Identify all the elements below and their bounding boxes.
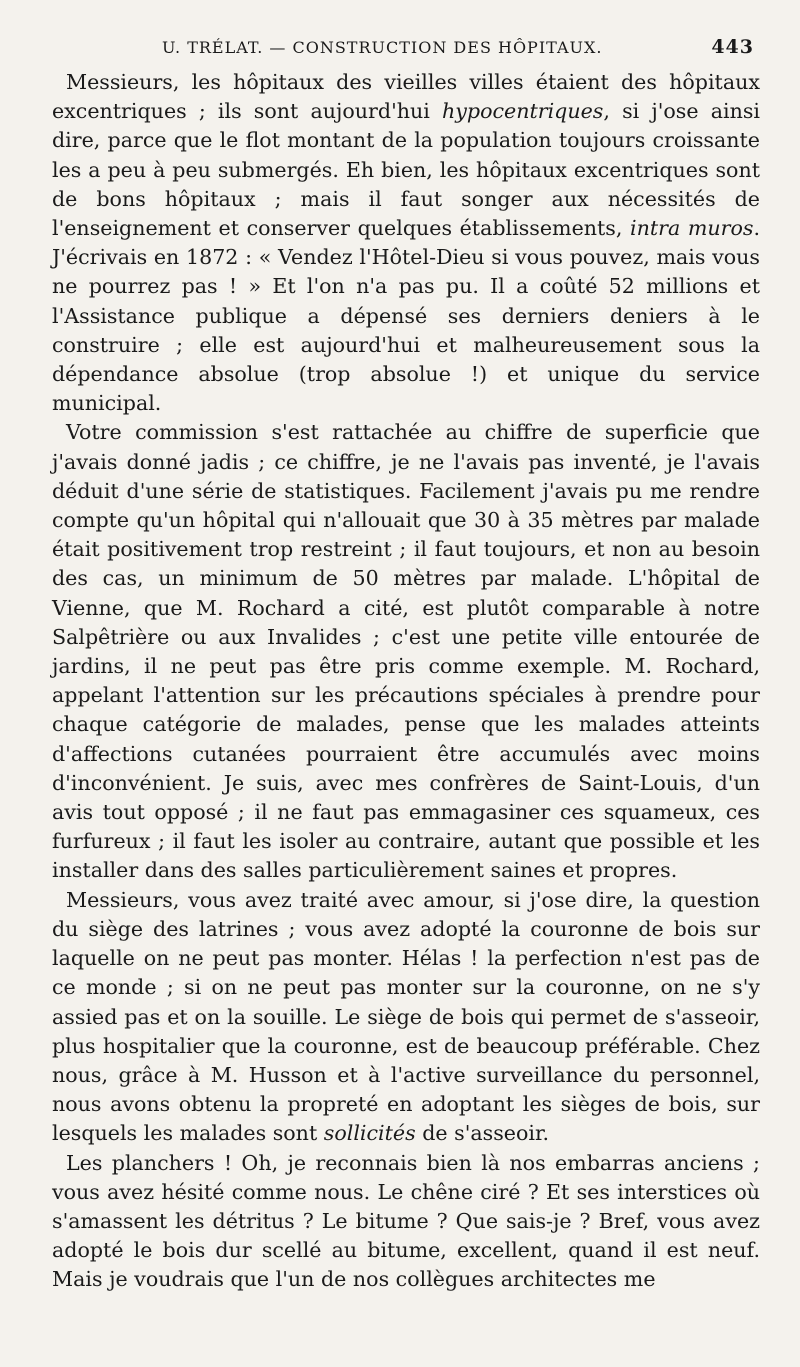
paragraph-2 (52, 418, 760, 885)
text-run: , si j'ose ainsi dire, parce que le flot montant de la population toujours croissante les a peu à peu submergés. Eh bien, les hôpitaux excentriques sont de bons hôpitaux ; mais il faut songer aux nécessités de l'enseignement et conserver quelques établissements, (52, 99, 760, 241)
text-run: Messieurs, vous avez traité avec amour, si j'ose dire, la question du siège des latrines ; vous avez adopté la couronne de bois sur laquelle on ne peut pas monter. Hélas ! la perfection n'est pas de ce monde ; si on ne peut pas monter sur la couronne, on ne s'y assied pas et on la souille. Le siège de bois qui permet de s'asseoir, plus hospitalier que la couronne, est de beaucoup préférable. Chez nous, grâce à M. Husson et à l'active surveillance du personnel, nous avons obtenu la propreté en adoptant les sièges de bois, sur lesquels les malades sont (52, 887, 760, 1146)
running-title: U. TRÉLAT. — CONSTRUCTION DES HÔPITAUX. (162, 38, 603, 57)
text-run: . J'écrivais en 1872 : « Vendez l'Hôtel-Dieu si vous pouvez, mais vous ne pourrez pas ! » Et l'on n'a pas pu. Il a coûté 52 millions et l'Assistance publique a dépensé ses derniers deniers à le construire ; elle est aujourd'hui et malheureusement sous la dépendance absolue (trop absolue !) et unique du service municipal. (52, 216, 761, 416)
running-header (52, 34, 760, 62)
text-run: Votre commission s'est rattachée au chiffre de superficie que j'avais donné jadis ; ce chiffre, je ne l'avais pas inventé, je l'avais déduit d'une série de statistiques. Facilement j'avais pu me rendre compte qu'un hôpital qui n'allouait que 30 à 35 mètres par malade était positivement trop restreint ; il faut toujours, et non au besoin des cas, un minimum de 50 mètres par malade. L'hôpital de Vienne, que M. Rochard a cité, est plutôt comparable à notre Salpêtrière ou aux Invalides ; c'est une petite ville entourée de jardins, il ne peut pas être pris comme exemple. M. Rochard, appelant l'attention sur les précautions spéciales à prendre pour chaque catégorie de malades, pense que les malades atteints d'affections cutanées pourraient être accumulés avec moins d'inconvénient. Je suis, avec mes confrères de Saint-Louis, d'un avis tout opposé ; il ne faut pas emmagasiner ces squameux, ces furfureux ; il faut les isoler au contraire, autant que possible et les installer dans des salles particulièrement saines et propres. (52, 420, 760, 883)
page-number: 443 (711, 36, 754, 58)
text-run: Messieurs, les hôpitaux des vieilles villes étaient des hôpitaux excentriques ; ils sont aujourd'hui (52, 70, 760, 124)
text-run: Les planchers ! Oh, je reconnais bien là nos embarras anciens ; vous avez hésité comme nous. Le chêne ciré ? Et ses interstices où s'amassent les détritus ? Le bitume ? Que sais-je ? Bref, vous avez adopté le bois dur scellé au bitume, excellent, quand il est neuf. Mais je voudrais que l'un de nos collègues architectes me (52, 1150, 760, 1292)
paragraph-1 (52, 68, 760, 418)
text-run: de s'asseoir. (415, 1121, 550, 1146)
italic-term-intra-muros: intra muros (630, 216, 754, 241)
italic-term-hypocentriques: hypocentriques (442, 99, 604, 124)
italic-term-sollicites: sollicités (323, 1121, 416, 1146)
body-text (52, 68, 760, 1295)
paragraph-4 (52, 1149, 760, 1295)
paragraph-3 (52, 886, 760, 1149)
